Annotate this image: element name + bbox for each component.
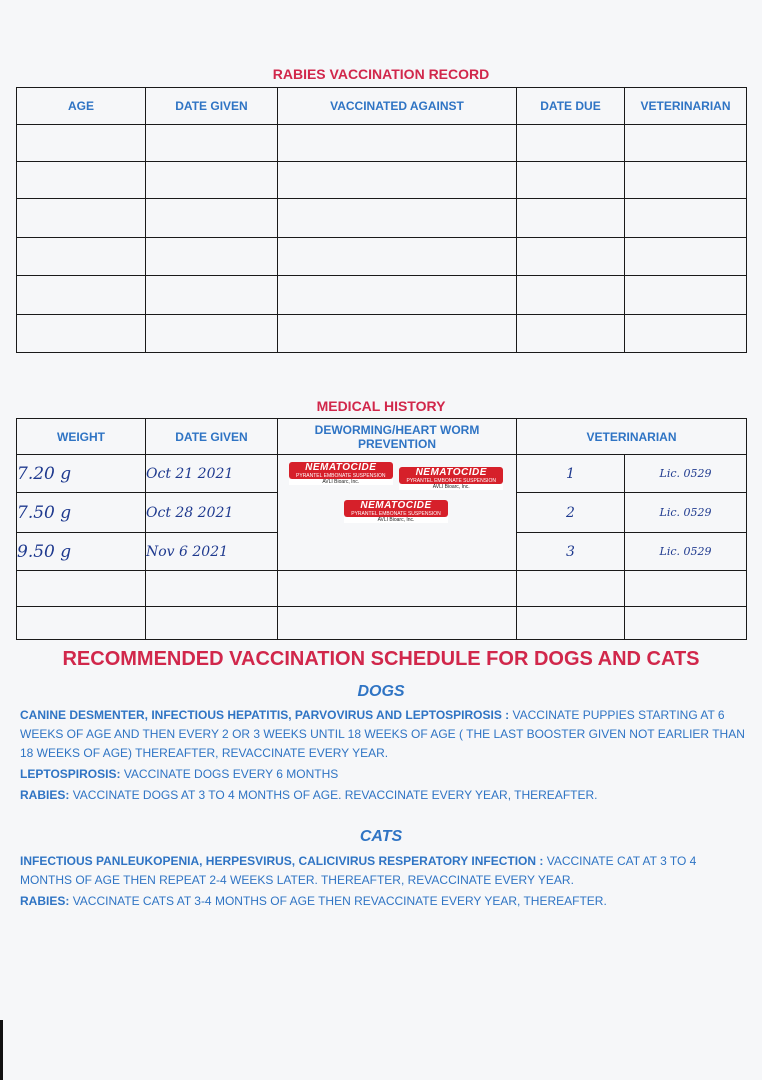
label-maker: AVLI Bioarc, Inc. [289, 479, 393, 485]
item-text: VACCINATE DOGS AT 3 TO 4 MONTHS OF AGE. REVACCINATE EVERY YEAR, THEREAFTER. [72, 788, 598, 802]
item-text: VACCINATE CATS AT 3-4 MONTHS OF AGE THEN REVACCINATE EVERY YEAR, THEREAFTER. [72, 894, 607, 908]
rabies-record-table [16, 87, 747, 353]
label-sub: PYRANTEL EMBONATE SUSPENSION [351, 511, 441, 517]
label-brand: NEMATOCIDE [415, 467, 487, 478]
label-sub: PYRANTEL EMBONATE SUSPENSION [406, 478, 496, 484]
table-row [17, 238, 747, 276]
medical-header-deworming: DEWORMING/HEART WORM PREVENTION [278, 419, 517, 455]
rabies-header-date-due: DATE DUE [517, 88, 625, 125]
date-given-value: Oct 21 2021 [146, 455, 278, 493]
dogs-heading: DOGS [357, 683, 405, 700]
nematocide-label [399, 467, 505, 490]
vet-signature: Lic. 0529 [625, 455, 747, 493]
rabies-header-vaccinated-against: VACCINATED AGAINST [278, 88, 517, 125]
table-row [17, 571, 747, 607]
item-text: VACCINATE CAT AT 3 TO 4 MONTHS OF AGE THEN REPEAT 2-4 WEEKS LATER. THEREAFTER, REVACCINATE EVERY YEAR. [20, 854, 697, 887]
table-row [17, 125, 747, 162]
rabies-record-title: RABIES VACCINATION RECORD [272, 66, 490, 82]
dogs-item-rabies [20, 786, 750, 805]
vet-number: 1 [517, 455, 625, 493]
schedule-title: RECOMMENDED VACCINATION SCHEDULE FOR DOGS AND CATS [62, 648, 700, 670]
dogs-item-canine [20, 706, 750, 763]
vet-number: 3 [517, 533, 625, 571]
vet-signature: Lic. 0529 [625, 533, 747, 571]
vet-number: 2 [517, 493, 625, 533]
item-label: RABIES: [20, 788, 70, 802]
medical-history-title: MEDICAL HISTORY [316, 398, 446, 414]
dogs-item-leptospirosis [20, 765, 750, 784]
item-label: RABIES: [20, 894, 70, 908]
item-label: LEPTOSPIROSIS: [20, 767, 121, 781]
label-maker: AVLI Bioarc, Inc. [344, 517, 448, 523]
table-row [17, 455, 747, 493]
weight-value: 7.50 g [17, 493, 146, 533]
medical-header-weight: WEIGHT [17, 419, 146, 455]
nematocide-label [289, 462, 395, 485]
rabies-header-age: AGE [17, 88, 146, 125]
table-row [17, 276, 747, 315]
medical-history-table [16, 418, 747, 640]
cats-item-rabies [20, 892, 750, 911]
table-row [17, 162, 747, 199]
date-given-value: Oct 28 2021 [146, 493, 278, 533]
rabies-header-date-given: DATE GIVEN [146, 88, 278, 125]
table-row [17, 315, 747, 353]
label-brand: NEMATOCIDE [305, 462, 377, 473]
weight-value: 9.50 g [17, 533, 146, 571]
date-given-value: Nov 6 2021 [146, 533, 278, 571]
scan-edge-mark [0, 1020, 3, 1080]
weight-value: 7.20 g [17, 455, 146, 493]
deworming-labels-cell [278, 455, 517, 571]
item-label: CANINE DESMENTER, INFECTIOUS HEPATITIS, PARVOVIRUS AND LEPTOSPIROSIS : [20, 708, 510, 722]
item-text: VACCINATE DOGS EVERY 6 MONTHS [123, 767, 339, 781]
cats-item-panleukopenia [20, 852, 750, 890]
cats-heading: CATS [359, 828, 403, 845]
item-label: INFECTIOUS PANLEUKOPENIA, HERPESVIRUS, CALICIVIRUS RESPERATORY INFECTION : [20, 854, 544, 868]
label-brand: NEMATOCIDE [360, 500, 432, 511]
table-row [17, 607, 747, 640]
label-sub: PYRANTEL EMBONATE SUSPENSION [296, 473, 386, 479]
medical-header-veterinarian: VETERINARIAN [517, 419, 747, 455]
vet-signature: Lic. 0529 [625, 493, 747, 533]
item-text: VACCINATE PUPPIES STARTING AT 6 WEEKS OF AGE AND THEN EVERY 2 OR 3 WEEKS UNTIL 18 WEEKS OF AGE ( THE LAST BOOSTER GIVEN NOT EARLIER THAN 18 WEEKS OF AGE) THEREAFTER, REVACCINATE EVERY YEAR. [20, 708, 745, 760]
label-maker: AVLI Bioarc, Inc. [399, 484, 503, 490]
table-row [17, 199, 747, 238]
rabies-header-veterinarian: VETERINARIAN [625, 88, 747, 125]
medical-header-date-given: DATE GIVEN [146, 419, 278, 455]
nematocide-label [344, 500, 450, 523]
